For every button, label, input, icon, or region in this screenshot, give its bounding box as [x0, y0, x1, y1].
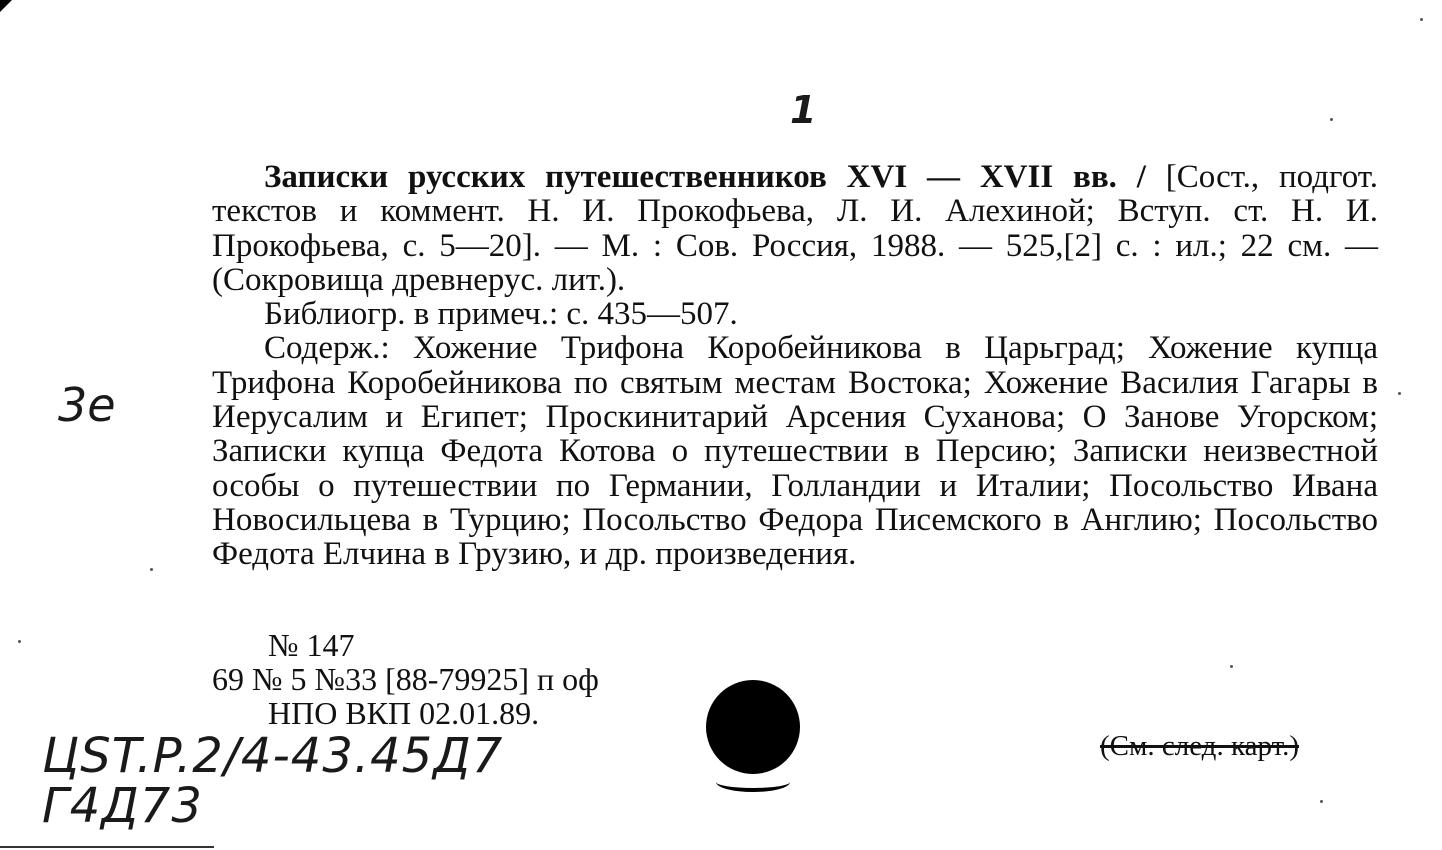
entry-contents: Содерж.: Хожение Трифона Коробейникова в Царьград; Хожение купца Трифона Коробейникова по святым местам Востока; Хожение Василия Гагары в Иерусалим и Египет; Проскинитарий Арсения Суханова; О Занове Угорском; Записки купца Федота Котова о путешествии в Персию; Записки неизвестной особы о путешествии по Германии, Голландии и Италии; Посольство Ивана Новосильцева в Турцию; Посольство Федора Писемского в Англию; Посольство Федота Елчина в Грузию, и др. произведения.	[212, 330, 1378, 573]
shelf-mark-line-2: Г4Д73	[42, 778, 203, 834]
entry-title: Записки русских путешественников XVI — XVII вв. /	[264, 159, 1146, 195]
shelf-mark-line-1: ЦST.P.2/4-43.45Д7	[42, 728, 504, 784]
punch-hole-shadow	[716, 772, 790, 792]
speck	[1420, 18, 1423, 21]
corner-mark	[0, 0, 12, 12]
accession-numbers	[212, 628, 599, 730]
entry-responsibility: [Сост., подгот. текстов и коммент. Н. И. Прокофьева, Л. И. Алехиной; Вступ. ст. Н. И. Прокофьева, с. 5—20]. — М. : Сов. Россия, 1988. — 525,[2] с. : ил.; 22 см. — (Сокровища древнерус. лит.).	[212, 159, 1378, 298]
page-mark: 1	[790, 88, 817, 132]
card-edge	[0, 846, 214, 848]
entry-bibliography: Библиогр. в примеч.: с. 435—507.	[264, 296, 738, 333]
speck	[18, 640, 21, 643]
bibliographic-entry	[212, 160, 1378, 572]
entry-main	[212, 160, 1378, 297]
number-line-1: № 147	[268, 627, 355, 663]
continued-note: (См. след. карт.)	[1100, 730, 1299, 762]
speck	[1230, 665, 1233, 668]
speck	[150, 568, 153, 571]
speck	[1320, 800, 1323, 803]
number-line-2: 69 № 5 №33 [88-79925] п оф	[212, 661, 599, 697]
speck	[1330, 118, 1333, 121]
punch-hole	[706, 680, 800, 774]
margin-note: 3e	[58, 378, 116, 432]
speck	[1398, 392, 1401, 395]
number-line-3: НПО ВКП 02.01.89.	[268, 695, 540, 731]
